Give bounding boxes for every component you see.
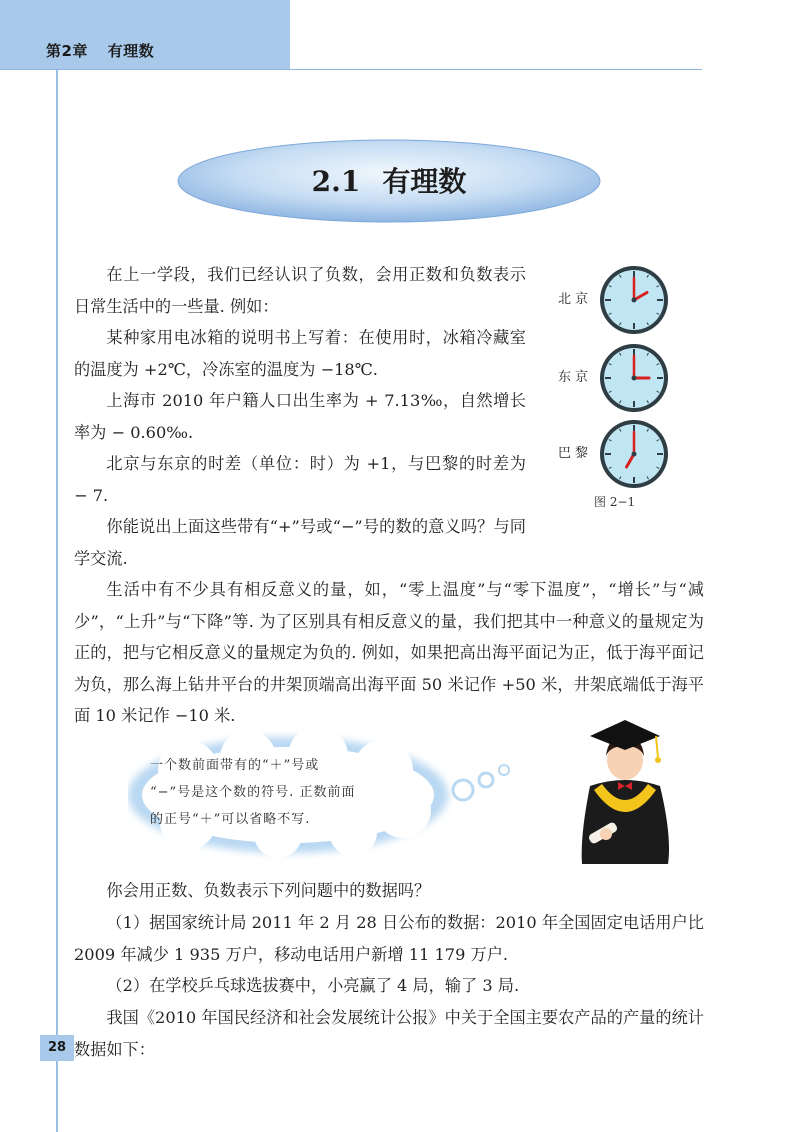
margin-rule [56,70,58,1132]
paragraph-question: 你能说出上面这些带有“+”号或“−”号的数的意义吗？与同学交流. [74,517,526,568]
clock-city-label: 北京 [558,292,593,307]
paragraph-statistics: 我国《2010 年国民经济和社会发展统计公报》中关于全国主要农产品的产量的统计数据如下： [74,1008,704,1059]
clock-hub [632,298,637,303]
clock-city-label: 巴黎 [558,446,593,461]
callout-text [150,752,450,833]
page-number: 28 [40,1035,74,1061]
header-divider [0,69,702,70]
clock-hub [632,452,637,457]
chapter-number: 第2章 [46,42,88,60]
callout-line-3: 的正号“＋”可以省略不写. [150,812,311,827]
paragraph-intro: 在上一学段，我们已经认识了负数，会用正数和负数表示日常生活中的一些量. 例如： [74,265,526,316]
paragraph-fridge: 某种家用电冰箱的说明书上写着：在使用时，冰箱冷藏室的温度为 +2℃，冷冻室的温度为 −18℃. [74,328,526,379]
figure-caption: 图 2−1 [594,495,636,509]
paragraph-example-2: （2）在学校乒乓球选拔赛中，小亮赢了 4 局，输了 3 局. [106,976,520,995]
clock-face-icon [598,264,670,336]
clock-face-icon [598,342,670,414]
section-number: 2.1 [311,165,361,198]
paragraph-timezone: 北京与东京的时差（单位：时）为 +1，与巴黎的时差为 − 7. [74,454,526,505]
chapter-header [46,40,168,61]
clock-1 [558,264,676,338]
paragraph-shanghai: 上海市 2010 年户籍人口出生率为 + 7.13‰，自然增长率为 − 0.60‰. [74,391,526,442]
chapter-title: 有理数 [107,42,155,60]
clock-face-icon [598,418,670,490]
section-title [176,160,602,200]
paragraph-example-1: （1）据国家统计局 2011 年 2 月 28 日公布的数据：2010 年全国固定电话用户比 2009 年减少 1 935 万户，移动电话用户新增 11 179 万户. [74,913,704,964]
graduate-student-illustration [560,716,690,866]
clock-3 [558,418,676,492]
paragraph-opposite-quantities: 生活中有不少具有相反意义的量，如，“零上温度”与“零下温度”，“增长”与“减少”，“上升”与“下降”等. 为了区别具有相反意义的量，我们把其中一种意义的量规定为正的，把与它相反意义的量规定为负的. 例如，如果把高出海平面记为正，低于海平面记为负，那么海上钻井平台的井架顶端高出海平面 50 米记作 +50 米，井架底端低于海平面 10 米记作 −10 米. [74,580,704,726]
section-title-text: 有理数 [382,165,467,198]
clock-city-label: 东京 [558,370,593,385]
callout-line-1: 一个数前面带有的“＋”号或 [150,758,320,773]
callout-line-2: “−”号是这个数的符号. 正数前面 [150,785,356,800]
paragraph-prompt: 你会用正数、负数表示下列问题中的数据吗？ [106,881,431,900]
clock-2 [558,342,676,416]
clock-hub [632,376,637,381]
